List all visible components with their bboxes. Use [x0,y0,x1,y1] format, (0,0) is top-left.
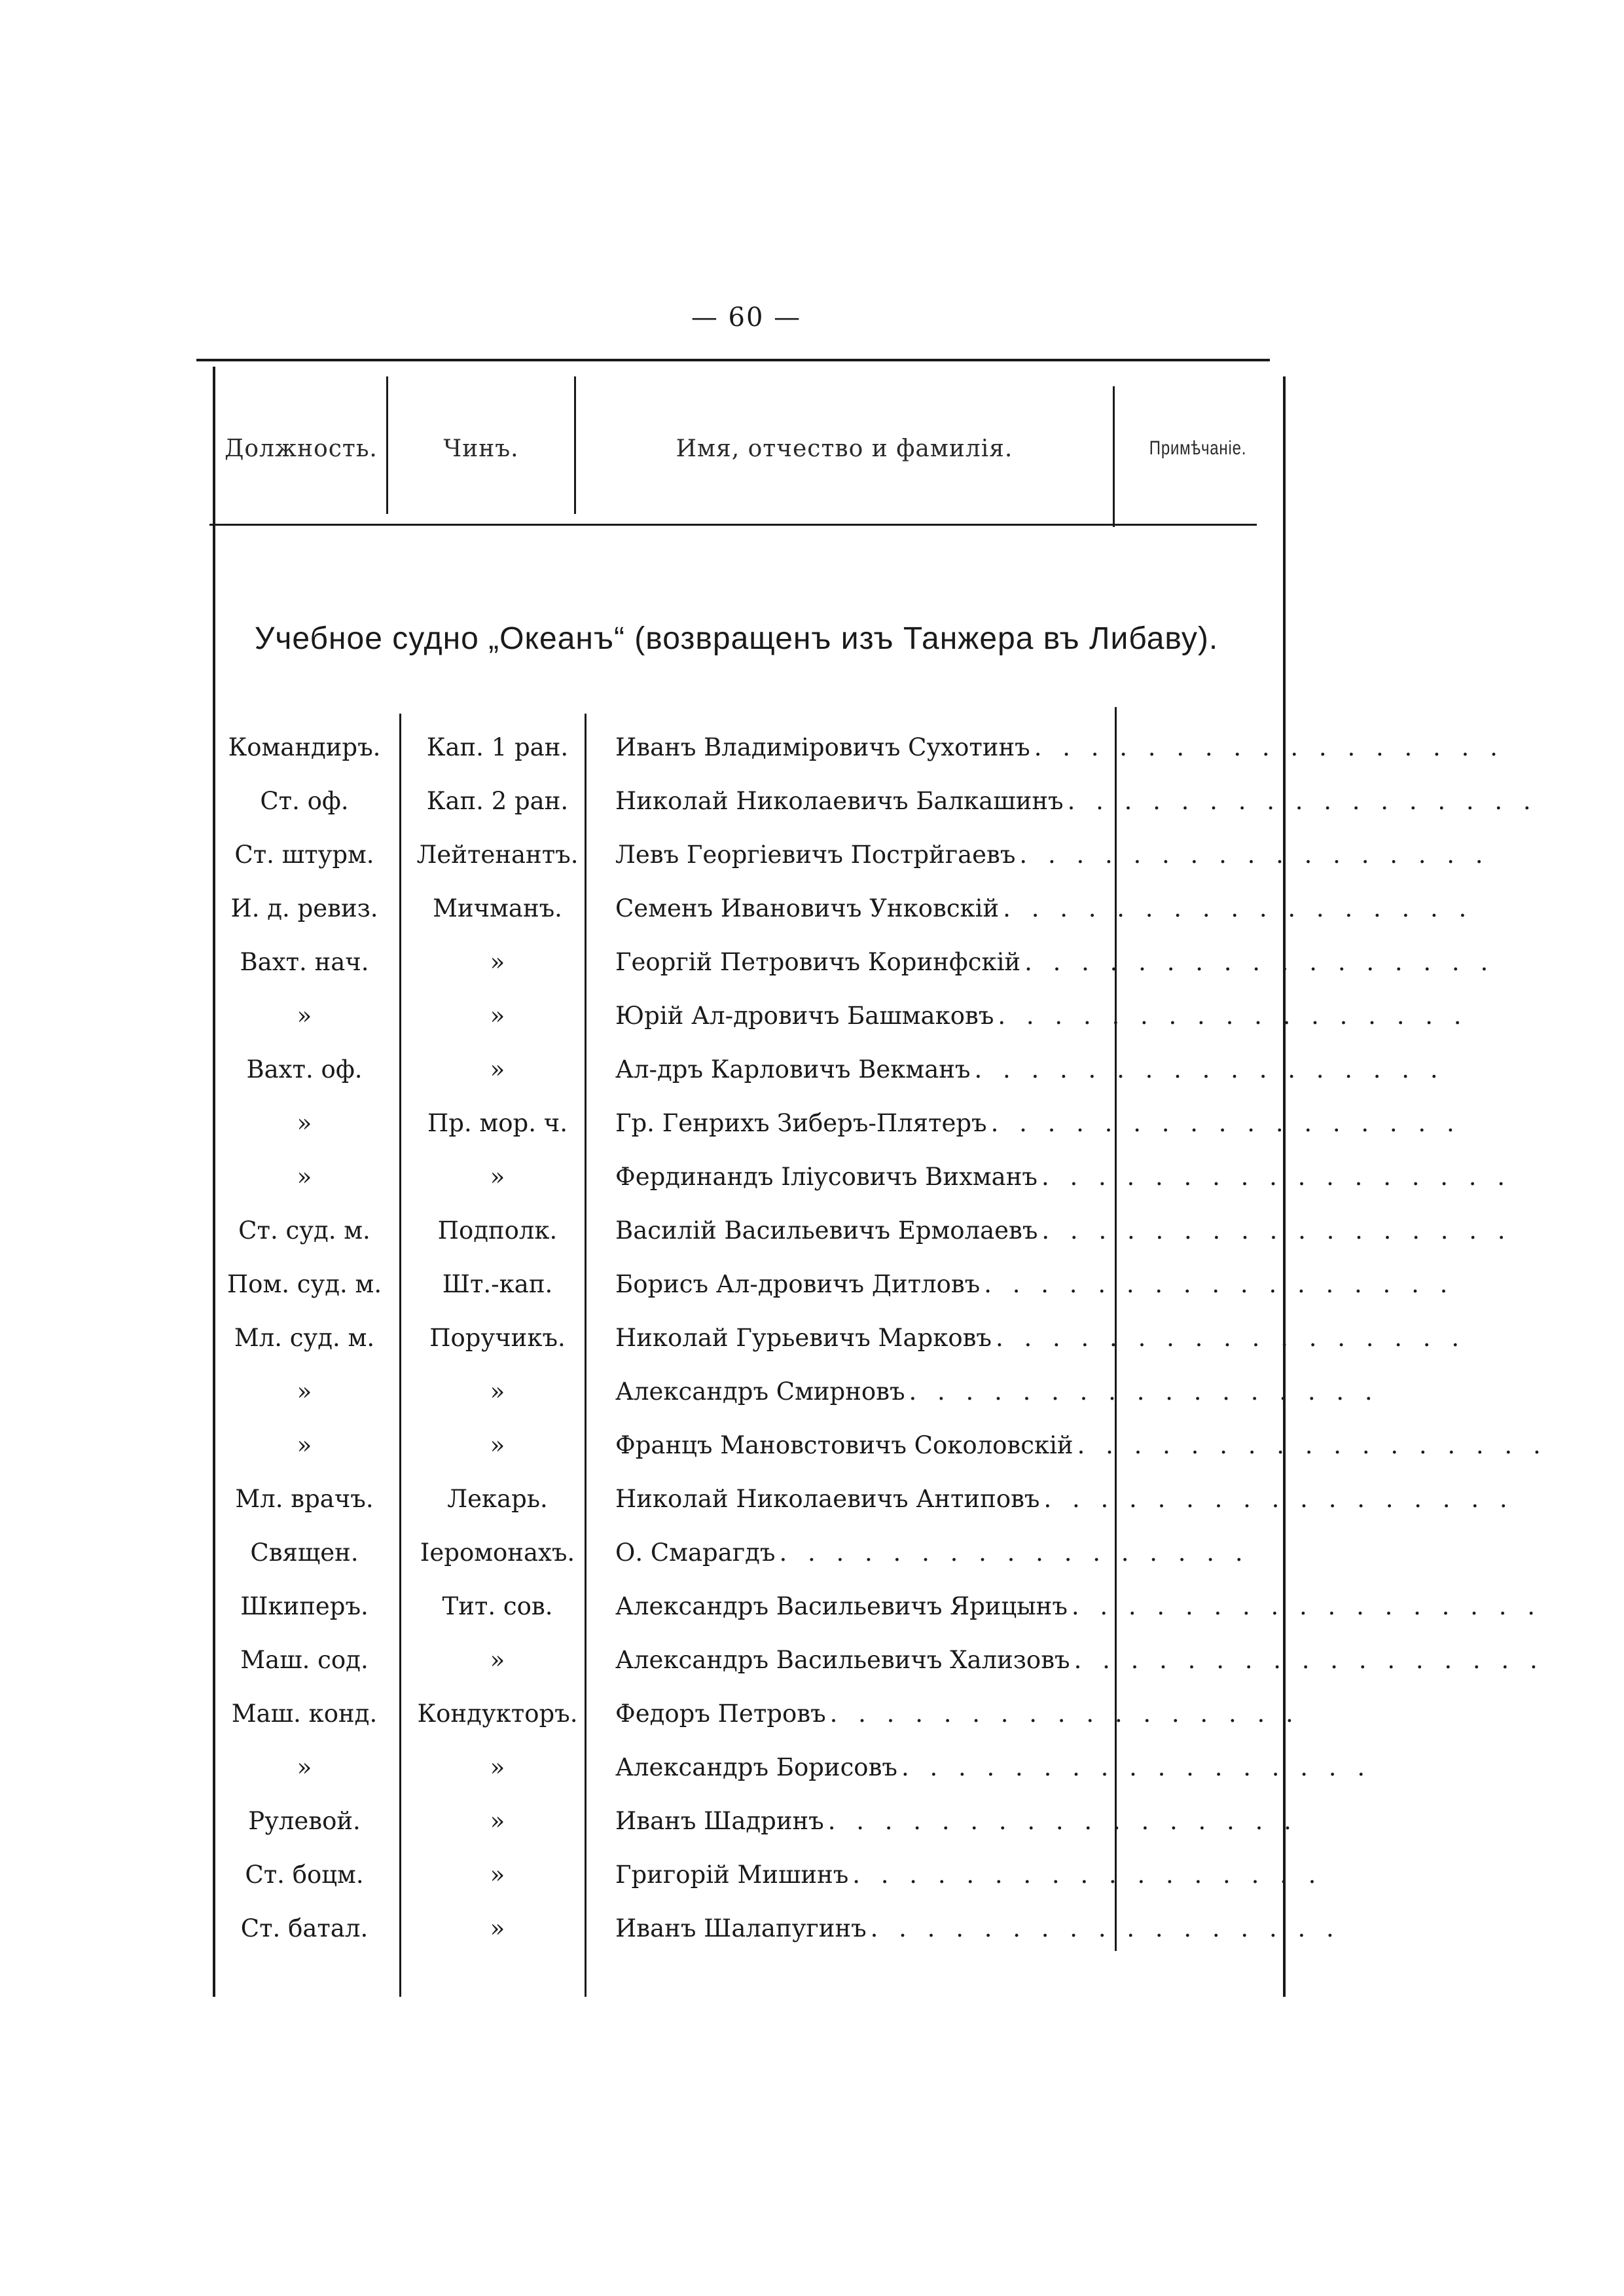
table-row [216,1690,1300,1737]
rank-cell: Поручикъ. [429,1323,566,1352]
leader-dots: . . . . . . . . . . . . . . . . . [829,1699,1300,1728]
name-cell [615,1690,1300,1737]
name-cell [615,723,1504,771]
name-cell [615,884,1473,932]
name-text: Григорій Мишинъ [615,1860,849,1889]
position-cell: » [297,1162,312,1191]
leader-dots: . . . . . . . . . . . . . . . . . [827,1806,1298,1835]
rank-cell: » [490,1860,505,1889]
table-row [216,1797,1298,1844]
rank-cell: » [490,947,505,976]
table-row [216,777,1538,824]
position-cell: Пом. суд. м. [226,1269,382,1298]
leader-dots: . . . . . . . . . . . . . . . . . [1071,1592,1542,1620]
rank-cell: » [490,1753,505,1781]
header-name: Имя, отчество и фамилія. [676,435,1013,462]
leader-dots: . . . . . . . . . . . . . . . . . [1034,733,1504,761]
rank-cell: » [490,1645,505,1674]
position-cell: Ст. штурм. [234,840,374,869]
rank-cell: Пр. мор. ч. [427,1108,568,1137]
position-cell: Рулевой. [248,1806,361,1835]
position-cell: » [297,1430,312,1459]
position-cell: Маш. сод. [240,1645,369,1674]
name-text: Александръ Васильевичъ Хализовъ [615,1645,1070,1674]
name-text: Францъ Мановстовичъ Соколовскій [615,1430,1074,1459]
leader-dots: . . . . . . . . . . . . . . . . . [984,1269,1454,1298]
name-cell [615,1743,1372,1791]
position-cell: Ст. батал. [240,1914,369,1942]
table-row [216,1207,1512,1254]
position-cell: » [297,1108,312,1137]
leader-dots: . . . . . . . . . . . . . . . . . [995,1323,1466,1352]
position-cell: » [297,1001,312,1030]
table-row [216,1529,1250,1576]
table-row [216,938,1495,985]
rank-cell: Мичманъ. [433,894,562,922]
rank-cell: Тит. сов. [442,1592,553,1620]
header-divider-1 [386,376,388,514]
position-cell: Маш. конд. [231,1699,378,1728]
name-cell [615,1529,1250,1576]
leader-dots: . . . . . . . . . . . . . . . . . [990,1108,1461,1137]
name-text: Георгій Петровичъ Коринфскій [615,947,1021,976]
name-text: Борисъ Ал-дровичъ Дитловъ [615,1269,981,1298]
name-text: Василій Васильевичъ Ермолаевъ [615,1216,1038,1245]
name-cell [615,1904,1341,1952]
position-cell: Мл. врачъ. [235,1484,374,1513]
name-text: О. Смарагдъ [615,1538,776,1567]
rank-cell: » [490,1162,505,1191]
table-row [216,1582,1542,1630]
name-text: Николай Николаевичъ Балкашинъ [615,786,1064,815]
table-row [216,1421,1547,1468]
leader-dots: . . . . . . . . . . . . . . . . . [909,1377,1379,1406]
table-row [216,1475,1514,1522]
name-cell [615,1046,1445,1093]
name-cell [615,777,1538,824]
rank-cell: » [490,1914,505,1942]
position-cell: Ст. боцм. [245,1860,364,1889]
rank-cell: Кап. 1 ран. [426,733,569,761]
table-row [216,1153,1512,1200]
name-cell [615,831,1490,878]
section-title: Учебное судно „Океанъ“ (возвращенъ изъ Танжера въ Либаву). [254,621,1219,656]
leader-dots: . . . . . . . . . . . . . . . . . [1019,840,1490,869]
name-text: Александръ Смирновъ [615,1377,905,1406]
leader-dots: . . . . . . . . . . . . . . . . . [998,1001,1468,1030]
rank-cell: Іеромонахъ. [420,1538,575,1567]
name-cell [615,1421,1547,1468]
name-text: Иванъ Шалапугинъ [615,1914,867,1942]
table-row [216,1046,1445,1093]
table-row [216,831,1490,878]
name-cell [615,1636,1544,1683]
table-row [216,1368,1379,1415]
table-row [216,1314,1466,1361]
name-text: Иванъ Владиміровичъ Сухотинъ [615,733,1030,761]
page-number: — 60 — [691,302,802,333]
position-cell: » [297,1377,312,1406]
leader-dots: . . . . . . . . . . . . . . . . . [1041,1216,1512,1245]
name-text: Александръ Борисовъ [615,1753,897,1781]
leader-dots: . . . . . . . . . . . . . . . . . [779,1538,1250,1567]
table-row [216,884,1473,932]
rank-cell: Кондукторъ. [417,1699,578,1728]
rank-cell: » [490,1055,505,1084]
name-cell [615,1314,1466,1361]
rank-cell: » [490,1377,505,1406]
rank-cell: » [490,1430,505,1459]
name-text: Левъ Георгіевичъ Пострйгаевъ [615,840,1016,869]
left-border [213,367,215,1997]
position-cell: Ст. суд. м. [238,1216,370,1245]
rank-cell: » [490,1806,505,1835]
name-text: Иванъ Шадринъ [615,1806,824,1835]
rank-cell: Лейтенантъ. [416,840,579,869]
position-cell: Мл. суд. м. [234,1323,375,1352]
header-divider-3 [1113,386,1115,527]
table-row [216,1636,1544,1683]
table-row [216,1851,1323,1898]
leader-dots: . . . . . . . . . . . . . . . . . [1003,894,1473,922]
name-text: Фердинандъ Іліусовичъ Вихманъ [615,1162,1038,1191]
position-cell: И. д. ревиз. [230,894,378,922]
rank-cell: Подполк. [437,1216,558,1245]
name-text: Ал-дръ Карловичъ Векманъ [615,1055,971,1084]
name-cell [615,1153,1512,1200]
leader-dots: . . . . . . . . . . . . . . . . . [1043,1484,1514,1513]
position-cell: » [297,1753,312,1781]
position-cell: Вахт. нач. [240,947,369,976]
leader-dots: . . . . . . . . . . . . . . . . . [974,1055,1445,1084]
position-cell: Священ. [250,1538,359,1567]
table-row [216,1260,1454,1307]
rank-cell: Лекарь. [447,1484,548,1513]
leader-dots: . . . . . . . . . . . . . . . . . [1067,786,1538,815]
position-cell: Командиръ. [228,733,381,761]
leader-dots: . . . . . . . . . . . . . . . . . [901,1753,1372,1781]
header-notes: Примѣчаніе. [1149,437,1247,459]
name-cell [615,1260,1454,1307]
position-cell: Ст. оф. [260,786,349,815]
name-cell [615,1475,1514,1522]
header-position: Должность. [225,435,378,462]
rank-cell: » [490,1001,505,1030]
table-row [216,992,1468,1039]
name-text: Александръ Васильевичъ Ярицынъ [615,1592,1068,1620]
name-cell [615,938,1495,985]
position-cell: Вахт. оф. [246,1055,363,1084]
name-cell [615,1368,1379,1415]
leader-dots: . . . . . . . . . . . . . . . . . [1074,1645,1544,1674]
leader-dots: . . . . . . . . . . . . . . . . . [1024,947,1495,976]
leader-dots: . . . . . . . . . . . . . . . . . [1041,1162,1512,1191]
name-text: Николай Николаевичъ Антиповъ [615,1484,1040,1513]
table-row [216,723,1504,771]
name-cell [615,1099,1461,1146]
name-cell [615,1851,1323,1898]
position-cell: Шкиперъ. [240,1592,369,1620]
table-row [216,1904,1341,1952]
table-row [216,1743,1372,1791]
name-cell [615,1797,1298,1844]
name-text: Юрій Ал-дровичъ Башмаковъ [615,1001,994,1030]
leader-dots: . . . . . . . . . . . . . . . . . [1077,1430,1547,1459]
leader-dots: . . . . . . . . . . . . . . . . . [870,1914,1341,1942]
name-text: Федоръ Петровъ [615,1699,826,1728]
name-text: Семенъ Ивановичъ Унковскій [615,894,1000,922]
top-rule [196,359,1270,361]
name-cell [615,1207,1512,1254]
table-row [216,1099,1461,1146]
header-rank: Чинъ. [443,435,519,462]
name-text: Николай Гурьевичъ Марковъ [615,1323,992,1352]
name-cell [615,1582,1542,1630]
rank-cell: Кап. 2 ран. [426,786,569,815]
name-text: Гр. Генрихъ Зиберъ-Плятеръ [615,1108,987,1137]
header-bottom-rule [209,524,1257,526]
name-cell [615,992,1468,1039]
leader-dots: . . . . . . . . . . . . . . . . . [852,1860,1323,1889]
rank-cell: Шт.-кап. [442,1269,553,1298]
